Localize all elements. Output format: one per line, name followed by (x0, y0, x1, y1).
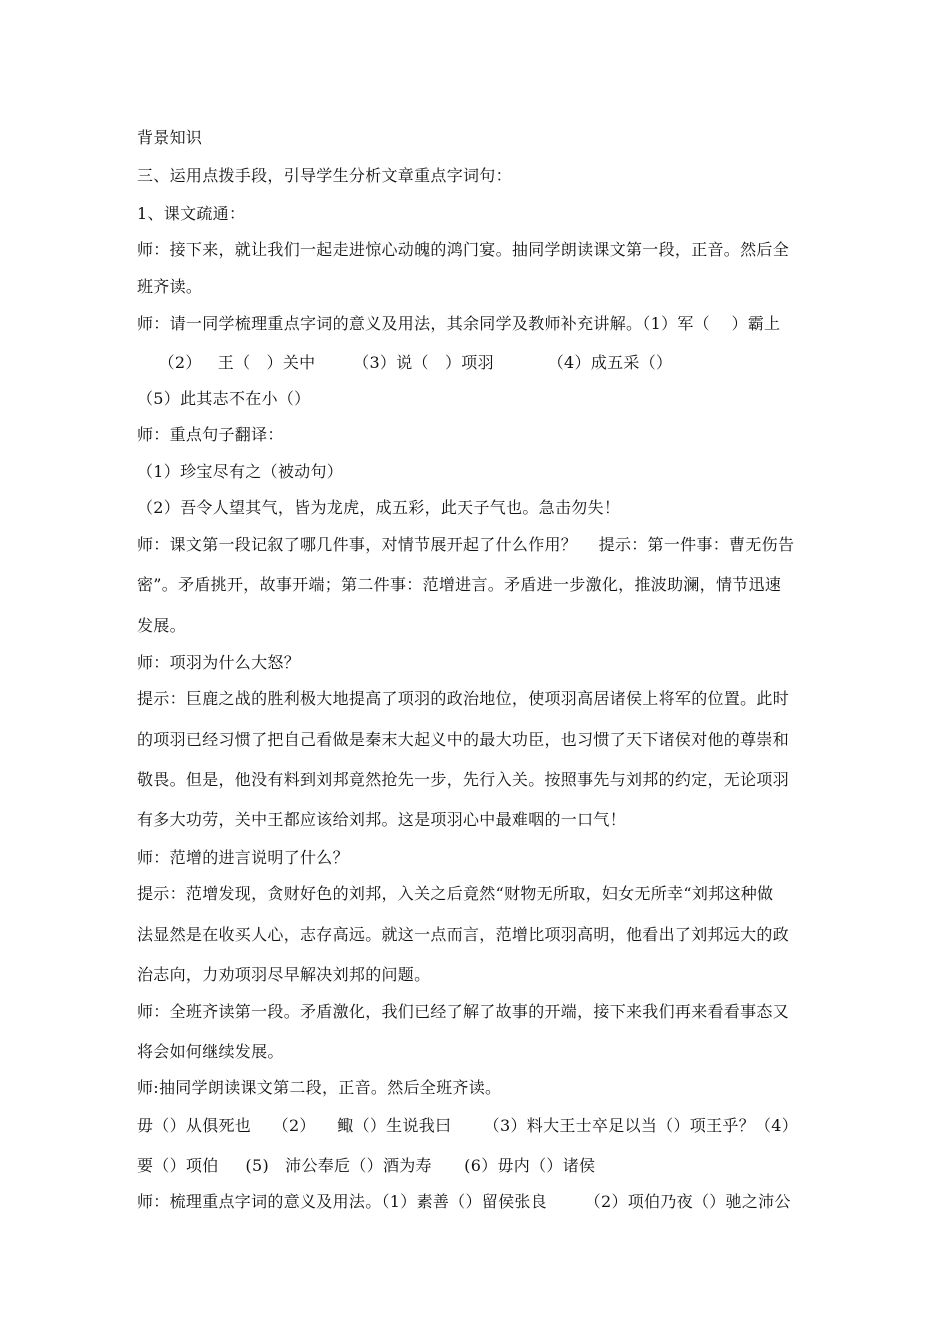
paragraph-line: 毋（）从俱死也 （2） 鲰（）生说我曰 （3）料大王士卒足以当（）项王乎？（4） (137, 1116, 799, 1135)
paragraph-line: 有多大功劳，关中王都应该给刘邦。这是项羽心中最难咽的一口气！ (137, 810, 627, 829)
paragraph-line: 师：梳理重点字词的意义及用法。（1）素善（）留侯张良 （2）项伯乃夜（）驰之沛公 (137, 1192, 791, 1211)
paragraph-line: （1）珍宝尽有之（被动句） (137, 462, 344, 481)
paragraph-line: 班齐读。 (137, 277, 203, 296)
paragraph-line: 法显然是在收买人心，志存高远。就这一点而言，范增比项羽高明，他看出了刘邦远大的政 (137, 925, 790, 944)
paragraph-line: 敬畏。但是，他没有料到刘邦竟然抢先一步，先行入关。按照事先与刘邦的约定，无论项羽 (137, 770, 790, 789)
section-heading: 三、运用点拨手段，引导学生分析文章重点字词句： (137, 166, 512, 185)
paragraph-line: 提示：范增发现，贪财好色的刘邦，入关之后竟然“财物无所取，妇女无所幸“刘邦这种做 (137, 884, 774, 903)
paragraph-line: 师：重点句子翻译： (137, 425, 284, 444)
paragraph-line: 发展。 (137, 616, 186, 635)
paragraph-line: 提示：巨鹿之战的胜利极大地提高了项羽的政治地位，使项羽高居诸侯上将军的位置。此时 (137, 689, 790, 708)
paragraph-line: （5）此其志不在小（） (137, 389, 311, 408)
paragraph-line: （2） 王（ ）关中 （3）说（ ）项羽 （4）成五采（） (137, 353, 673, 372)
paragraph-line: 师：请一同学梳理重点字词的意义及用法，其余同学及教师补充讲解。（1）军（ ）霸上 (137, 314, 781, 333)
paragraph-line: 治志向，力劝项羽尽早解决刘邦的问题。 (137, 965, 431, 984)
paragraph-line: （2）吾令人望其气，皆为龙虎，成五彩，此天子气也。急击勿失！ (137, 498, 621, 517)
paragraph-line: 密”。矛盾挑开，故事开端；第二件事：范增进言。矛盾进一步激化，推波助澜，情节迅速 (137, 575, 782, 594)
paragraph-line: 师：全班齐读第一段。矛盾激化，我们已经了解了故事的开端，接下来我们再来看看事态又 (137, 1002, 790, 1021)
paragraph-line: 要（）项伯 (5) 沛公奉卮（）酒为寿 (6）毋内（）诸侯 (137, 1156, 596, 1175)
paragraph-line: 师：接下来，就让我们一起走进惊心动魄的鸿门宴。抽同学朗读课文第一段，正音。然后全 (137, 240, 790, 259)
paragraph-line: 将会如何继续发展。 (137, 1042, 284, 1061)
section-heading: 背景知识 (137, 128, 203, 147)
paragraph-line: 师：课文第一段记叙了哪几件事，对情节展开起了什么作用？ 提示：第一件事：曹无伤告 (137, 535, 795, 554)
paragraph-line: 师:抽同学朗读课文第二段，正音。然后全班齐读。 (137, 1078, 502, 1097)
subsection-heading: 1、课文疏通： (137, 204, 246, 223)
paragraph-line: 的项羽已经习惯了把自己看做是秦末大起义中的最大功臣，也习惯了天下诸侯对他的尊崇和 (137, 730, 790, 749)
paragraph-line: 师：项羽为什么大怒？ (137, 653, 301, 672)
paragraph-line: 师：范增的进言说明了什么？ (137, 848, 349, 867)
